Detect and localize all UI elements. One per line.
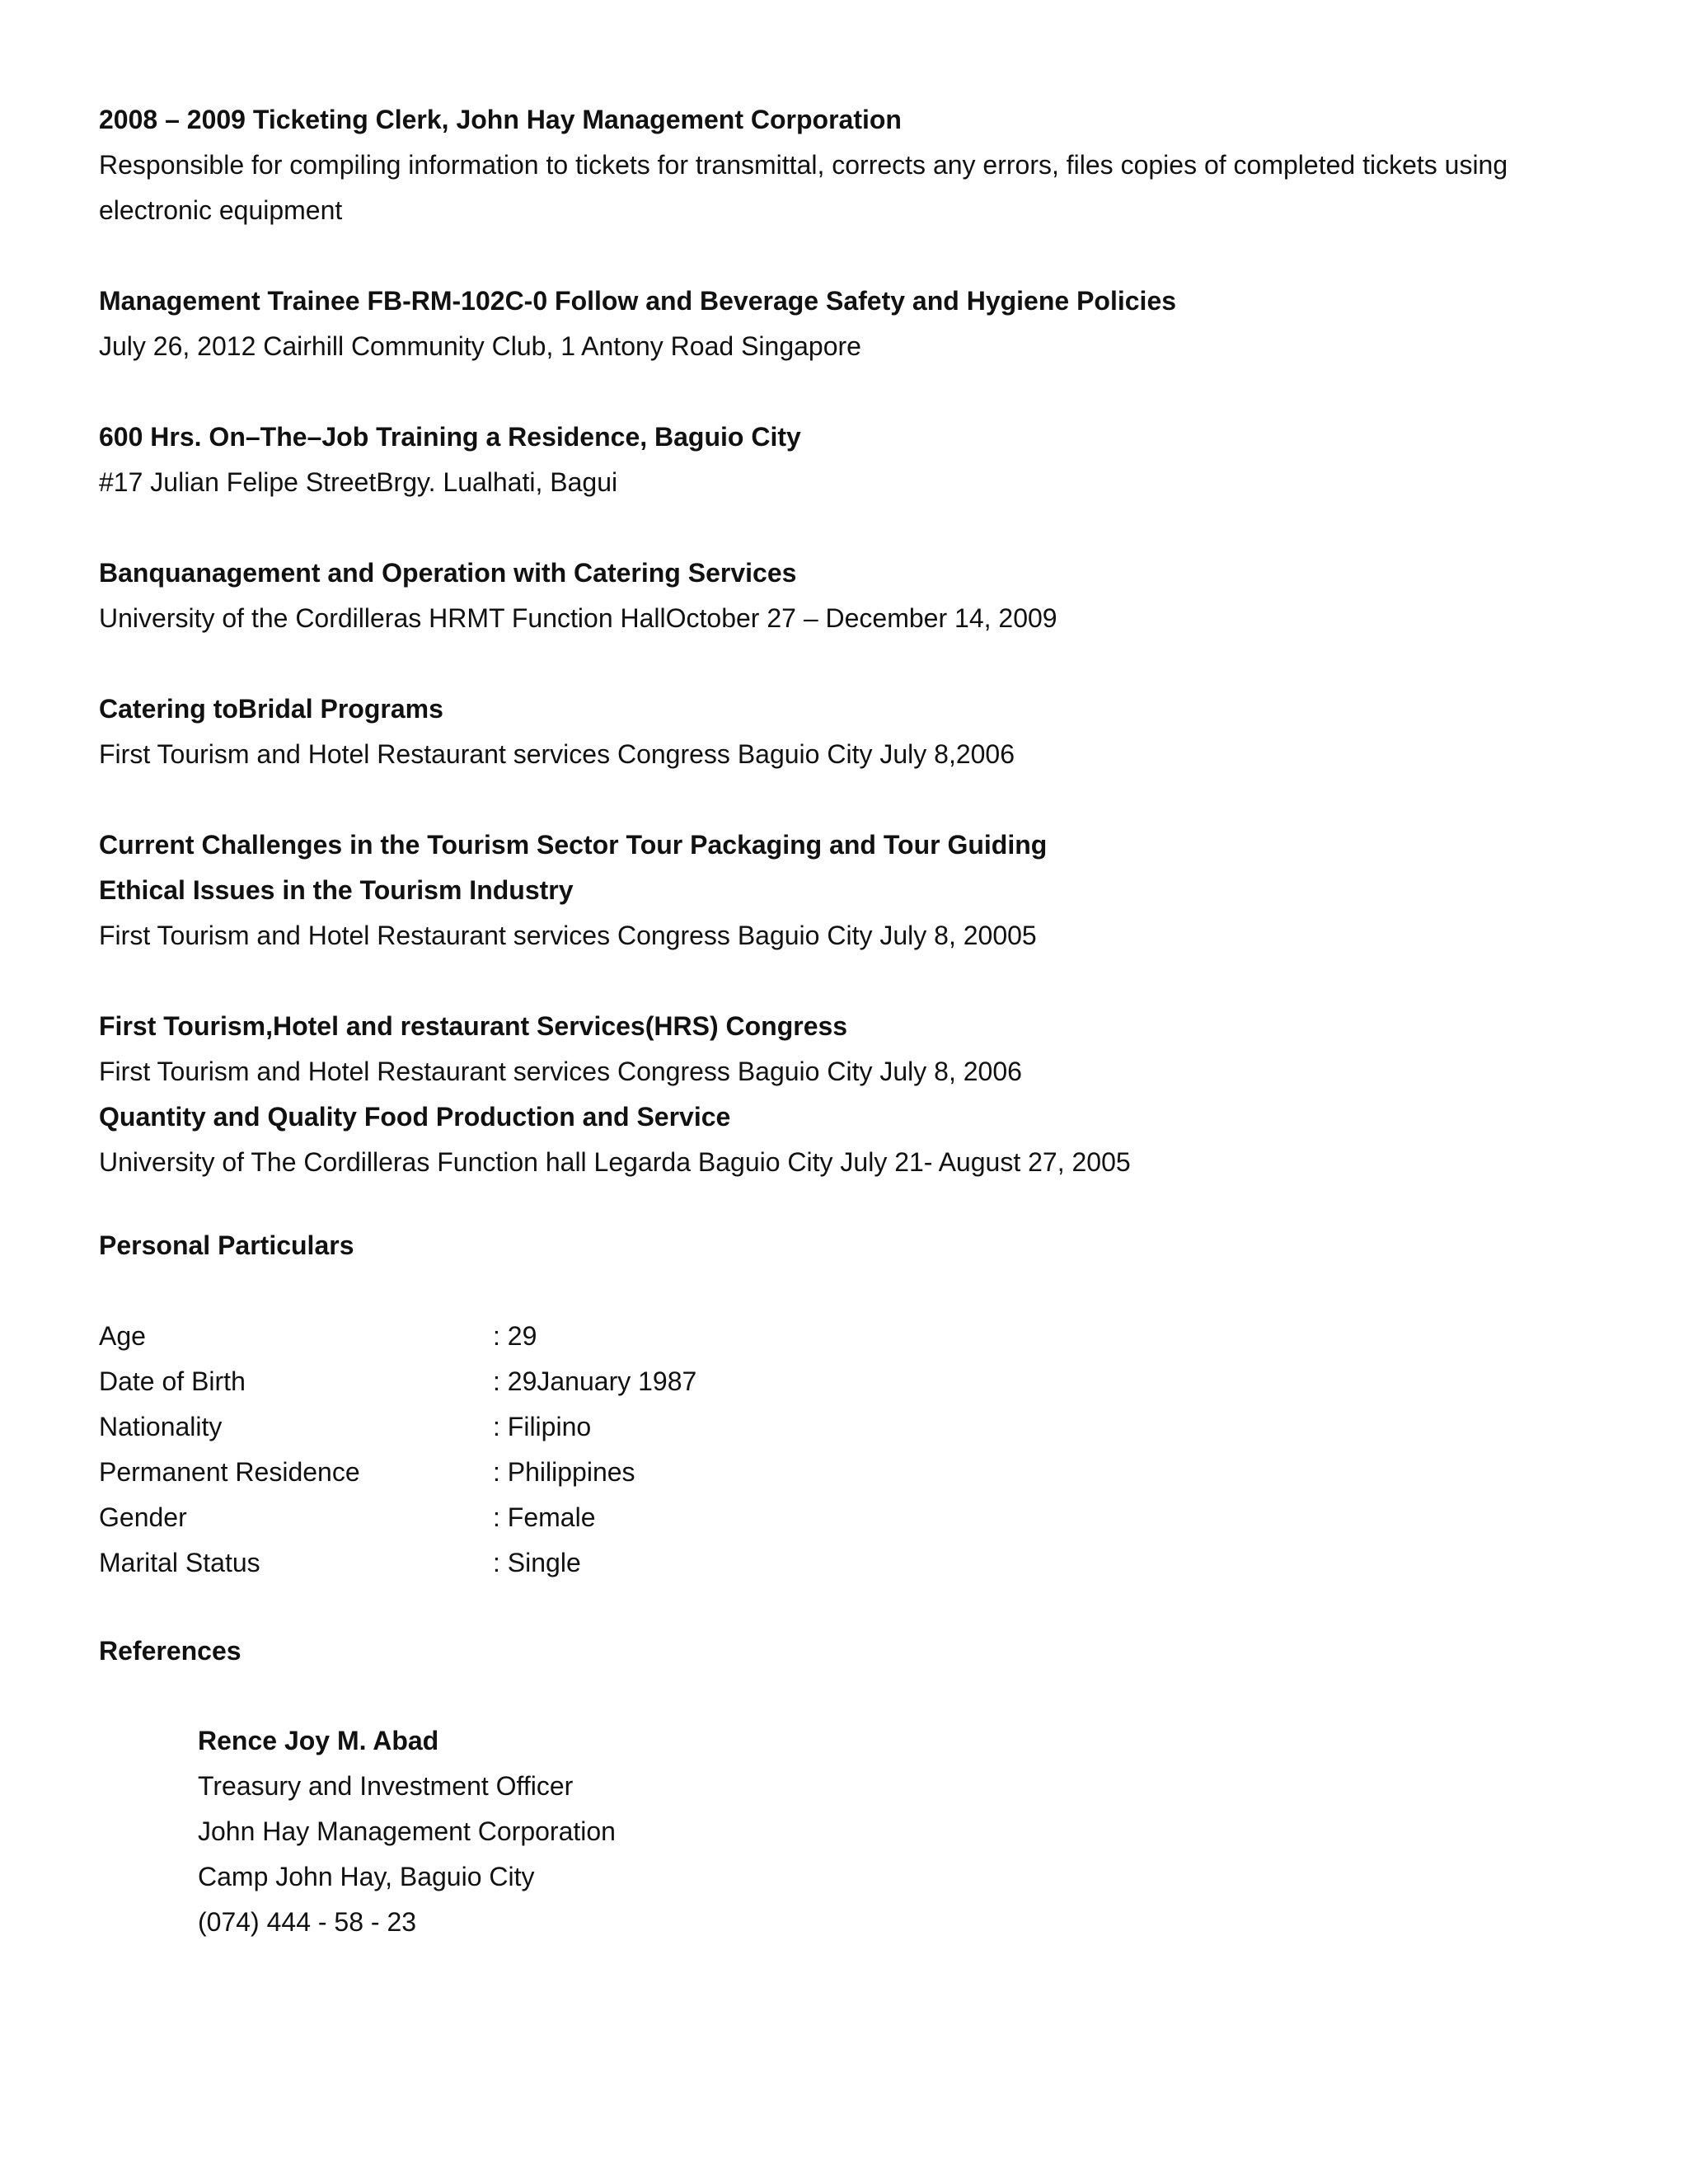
personal-label: Permanent Residence xyxy=(99,1457,360,1487)
personal-row-residence xyxy=(99,1450,1088,1495)
entry-description: First Tourism and Hotel Restaurant services Congress Baguio City July 8, 2006 xyxy=(99,1057,1022,1086)
personal-particulars-heading: Personal Particulars xyxy=(99,1230,354,1260)
experience-entry-catering xyxy=(99,687,1582,777)
personal-row-age xyxy=(99,1314,1088,1359)
experience-entry-banquet xyxy=(99,551,1582,641)
entry-title: 2008 – 2009 Ticketing Clerk, John Hay Management Corporation xyxy=(99,105,902,134)
experience-entry-food-production xyxy=(99,1094,1582,1185)
experience-entry-ojt xyxy=(99,415,1582,505)
personal-label: Nationality xyxy=(99,1412,223,1441)
personal-row-marital-status xyxy=(99,1540,1088,1586)
personal-value: : Female xyxy=(493,1502,596,1532)
reference-phone: (074) 444 - 58 - 23 xyxy=(198,1907,417,1937)
personal-value: : Philippines xyxy=(493,1457,635,1487)
entry-description: July 26, 2012 Cairhill Community Club, 1 Antony Road Singapore xyxy=(99,331,861,361)
entry-description: #17 Julian Felipe StreetBrgy. Lualhati, Bagui xyxy=(99,467,618,497)
personal-row-gender xyxy=(99,1495,1088,1540)
personal-label: Date of Birth xyxy=(99,1366,246,1396)
reference-position: Treasury and Investment Officer xyxy=(198,1771,574,1801)
entry-title: First Tourism,Hotel and restaurant Services(HRS) Congress xyxy=(99,1011,848,1041)
personal-label: Marital Status xyxy=(99,1548,260,1577)
experience-entry-tourism-challenges xyxy=(99,823,1582,958)
entry-description: University of the Cordilleras HRMT Function HallOctober 27 – December 14, 2009 xyxy=(99,603,1057,633)
reference-company: John Hay Management Corporation xyxy=(198,1816,616,1846)
entry-title: Quantity and Quality Food Production and Service xyxy=(99,1102,731,1132)
entry-description: First Tourism and Hotel Restaurant services Congress Baguio City July 8, 20005 xyxy=(99,921,1037,950)
personal-label: Age xyxy=(99,1321,146,1351)
entry-description: First Tourism and Hotel Restaurant services Congress Baguio City July 8,2006 xyxy=(99,739,1015,769)
experience-entry-management-trainee xyxy=(99,279,1582,369)
reference-name: Rence Joy M. Abad xyxy=(198,1726,439,1755)
personal-value: : Single xyxy=(493,1548,581,1577)
personal-row-dob xyxy=(99,1359,1088,1404)
personal-value: : 29January 1987 xyxy=(493,1366,697,1396)
personal-label: Gender xyxy=(99,1502,187,1532)
entry-title-secondary: Ethical Issues in the Tourism Industry xyxy=(99,875,574,905)
reference-entry xyxy=(198,1718,1187,1945)
entry-description: Responsible for compiling information to tickets for transmittal, corrects any errors, files copies of completed tickets using electronic equipment xyxy=(99,150,1508,225)
personal-particulars-table xyxy=(99,1314,1088,1586)
entry-title: Catering toBridal Programs xyxy=(99,694,443,724)
personal-row-nationality xyxy=(99,1404,1088,1450)
reference-address: Camp John Hay, Baguio City xyxy=(198,1862,535,1891)
training-experience-list xyxy=(99,97,1582,1230)
personal-value: : 29 xyxy=(493,1321,537,1351)
experience-entry-ticketing-clerk xyxy=(99,97,1582,233)
entry-title: 600 Hrs. On–The–Job Training a Residence, Baguio City xyxy=(99,422,801,452)
personal-value: : Filipino xyxy=(493,1412,592,1441)
experience-entry-hrs-congress xyxy=(99,1004,1582,1094)
entry-title: Banquanagement and Operation with Catering Services xyxy=(99,558,797,588)
entry-description: University of The Cordilleras Function hall Legarda Baguio City July 21- August 27, 2005 xyxy=(99,1147,1131,1177)
entry-title: Current Challenges in the Tourism Sector Tour Packaging and Tour Guiding xyxy=(99,830,1048,860)
entry-title: Management Trainee FB-RM-102C-0 Follow and Beverage Safety and Hygiene Policies xyxy=(99,286,1177,316)
references-heading: References xyxy=(99,1636,241,1666)
